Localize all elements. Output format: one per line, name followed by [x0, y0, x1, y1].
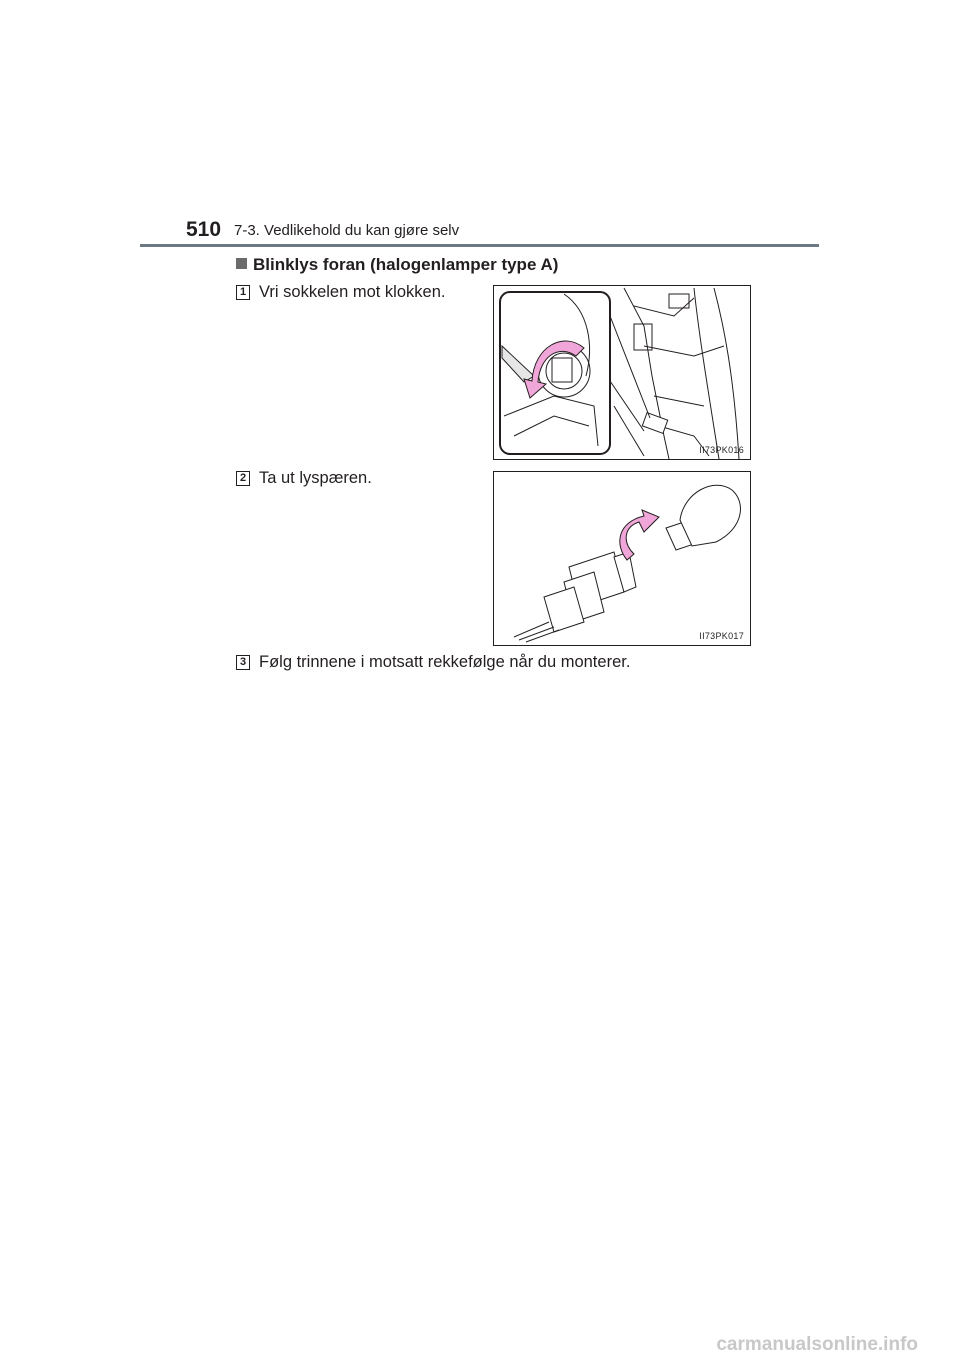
step-number-2: 2 — [236, 471, 250, 486]
socket-removal-illustration — [494, 286, 750, 459]
page-number: 510 — [186, 218, 222, 241]
figure-remove-bulb — [493, 471, 751, 646]
step-text-2: Ta ut lyspæren. — [259, 469, 372, 487]
bulb-removal-illustration — [494, 472, 750, 645]
step-text-3: Følg trinnene i motsatt rekkefølge når du monterer. — [259, 653, 631, 671]
chapter-title: 7-3. Vedlikehold du kan gjøre selv — [234, 222, 460, 239]
header-rule — [140, 244, 819, 247]
figure-code: II73PK016 — [699, 445, 744, 455]
square-bullet-icon — [236, 258, 247, 269]
watermark: carmanualsonline.info — [716, 1334, 918, 1355]
figure-twist-socket — [493, 285, 751, 460]
step-number-3: 3 — [236, 655, 250, 670]
step-text-1: Vri sokkelen mot klokken. — [259, 283, 446, 301]
step-number-1: 1 — [236, 285, 250, 300]
figure-code: II73PK017 — [699, 631, 744, 641]
section-title-text: Blinklys foran (halogenlamper type A) — [253, 255, 559, 274]
section-title — [236, 255, 558, 275]
